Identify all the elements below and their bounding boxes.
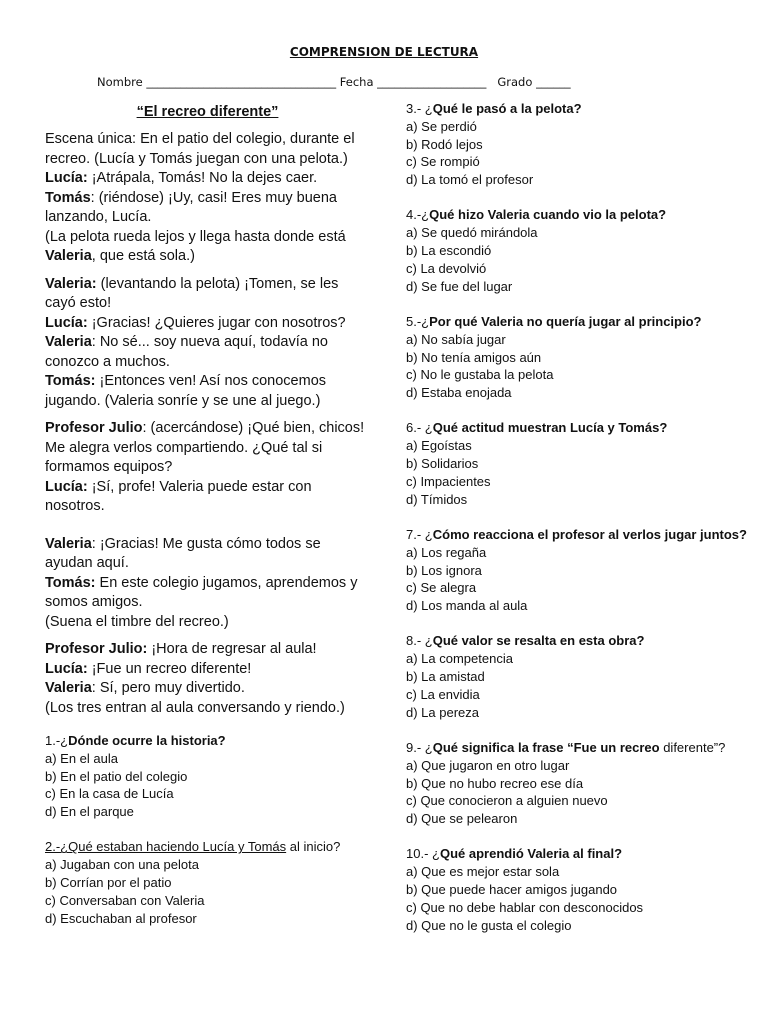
answer-option[interactable]: d) Tímidos [406, 491, 468, 507]
story-line: Lucía: ¡Gracias! ¿Quieres jugar con nosotros? [45, 314, 346, 331]
answer-option[interactable]: c) Conversaban con Valeria [45, 892, 205, 908]
question-8 [406, 632, 751, 721]
story-line: Lucía: ¡Fue un recreo diferente! [45, 660, 252, 677]
story-text [45, 130, 370, 718]
answer-option[interactable]: d) Se fue del lugar [406, 278, 513, 294]
answer-option[interactable]: a) Egoístas [406, 438, 472, 454]
answer-option[interactable]: b) Solidarios [406, 456, 479, 472]
answer-option[interactable]: c) La envidia [406, 686, 480, 702]
answer-option[interactable]: a) Los regaña [406, 544, 487, 560]
question-1 [45, 732, 370, 821]
answer-option[interactable]: d) La pereza [406, 704, 479, 720]
question-text: 7.- ¿Cómo reacciona el profesor al verlos jugar juntos? [406, 526, 747, 542]
answer-option[interactable]: b) Los ignora [406, 562, 482, 578]
grado-label: Grado [497, 75, 533, 89]
answer-option[interactable]: c) Impacientes [406, 473, 491, 489]
speaker: Valeria [45, 535, 92, 552]
question-text: 6.- ¿Qué actitud muestran Lucía y Tomás? [406, 420, 668, 436]
answer-option[interactable]: d) Los manda al aula [406, 598, 528, 614]
answer-option[interactable]: b) La escondió [406, 243, 492, 259]
question-2 [45, 838, 370, 927]
speaker: Valeria: [45, 275, 97, 292]
story-line: Profesor Julio: (acercándose) ¡Qué bien, chicos! Me alegra verlos compartiendo. ¿Qué tal si formamos equipos? [45, 420, 365, 475]
answer-option[interactable]: a) La competencia [406, 651, 513, 667]
question-7 [406, 526, 751, 615]
answer-option[interactable]: a) Se quedó mirándola [406, 225, 538, 241]
answer-option[interactable]: c) Se alegra [406, 580, 477, 596]
question-text: 9.- ¿Qué significa la frase “Fue un recreo diferente”? [406, 739, 726, 755]
speaker: Lucía: [45, 170, 88, 186]
fecha-field[interactable]: ___________________ [377, 75, 487, 89]
answer-option[interactable]: b) Corrían por el patio [45, 875, 172, 891]
answer-option[interactable]: d) Que no le gusta el colegio [406, 917, 572, 933]
story-line: Tomás: En este colegio jugamos, aprendemos y somos amigos. [45, 574, 358, 610]
answer-option[interactable]: b) En el patio del colegio [45, 768, 188, 784]
story-line: Valeria: (levantando la pelota) ¡Tomen, se les cayó esto! [45, 275, 339, 311]
right-column [406, 100, 751, 952]
answer-option[interactable]: c) Que conocieron a alguien nuevo [406, 793, 608, 809]
speaker: Lucía: [45, 478, 88, 495]
answer-option[interactable]: b) No tenía amigos aún [406, 349, 542, 365]
question-3 [406, 100, 751, 189]
answer-option[interactable]: a) En el aula [45, 750, 118, 766]
speaker: Valeria [45, 248, 92, 264]
speaker: Valeria [45, 334, 92, 350]
speaker: Valeria [45, 680, 92, 696]
question-text: 1.-¿Dónde ocurre la historia? [45, 733, 226, 748]
student-info-line [97, 75, 657, 89]
answer-option[interactable]: d) La tomó el profesor [406, 172, 534, 188]
story-line: Lucía: ¡Sí, profe! Valeria puede estar con nosotros. [45, 478, 312, 514]
speaker: Lucía: [45, 660, 88, 677]
answer-option[interactable]: d) Que se pelearon [406, 811, 518, 827]
question-4 [406, 206, 751, 295]
nombre-label: Nombre [97, 75, 143, 89]
story-line: Tomás: (riéndose) ¡Uy, casi! Eres muy buena lanzando, Lucía. [45, 189, 337, 225]
nombre-field[interactable]: _________________________________ [146, 75, 337, 89]
story-title: “El recreo diferente” [136, 104, 279, 120]
page-title: COMPRENSION DE LECTURA [289, 45, 479, 59]
story-line: (La pelota rueda lejos y llega hasta donde está Valeria, que está sola.) [45, 228, 346, 264]
question-6 [406, 419, 751, 508]
question-5 [406, 313, 751, 402]
question-text: 8.- ¿Qué valor se resalta en esta obra? [406, 633, 645, 649]
left-column [45, 104, 370, 945]
story-line: (Los tres entran al aula conversando y riendo.) [45, 699, 345, 716]
question-9 [406, 739, 751, 828]
question-text: 2.-¿Qué estaban haciendo Lucía y Tomás al inicio? [45, 839, 341, 855]
answer-option[interactable]: a) Que jugaron en otro lugar [406, 757, 570, 773]
answer-option[interactable]: c) No le gustaba la pelota [406, 367, 554, 383]
answer-option[interactable]: d) Escuchaban al profesor [45, 910, 197, 926]
answer-option[interactable]: d) En el parque [45, 804, 134, 820]
answer-option[interactable]: c) En la casa de Lucía [45, 786, 174, 802]
speaker: Profesor Julio [45, 420, 143, 436]
question-text: 3.- ¿Qué le pasó a la pelota? [406, 101, 582, 116]
answer-option[interactable]: c) Que no debe hablar con desconocidos [406, 899, 644, 915]
speaker: Tomás [45, 189, 91, 206]
story-line: Valeria: Sí, pero muy divertido. [45, 680, 245, 696]
speaker: Tomás: [45, 574, 96, 591]
story-line: Tomás: ¡Entonces ven! Así nos conocemos jugando. (Valeria sonríe y se une al juego.) [45, 373, 327, 409]
answer-option[interactable]: d) Estaba enojada [406, 385, 512, 401]
answer-option[interactable]: b) La amistad [406, 669, 485, 685]
answer-option[interactable]: a) Que es mejor estar sola [406, 864, 560, 880]
answer-option[interactable]: a) Jugaban con una pelota [45, 857, 199, 873]
answer-option[interactable]: c) La devolvió [406, 260, 487, 276]
question-10 [406, 845, 751, 934]
story-line: Valeria: ¡Gracias! Me gusta cómo todos se ayudan aquí. [45, 535, 321, 571]
story-line: Escena única: En el patio del colegio, durante el recreo. (Lucía y Tomás juegan con una pelota.) [45, 131, 355, 167]
grado-field[interactable]: ______ [536, 75, 571, 89]
question-text: 4.-¿Qué hizo Valeria cuando vio la pelota? [406, 207, 667, 223]
answer-option[interactable]: c) Se rompió [406, 154, 480, 170]
answer-option[interactable]: b) Rodó lejos [406, 136, 483, 152]
speaker: Lucía: [45, 314, 88, 331]
story-line: Lucía: ¡Atrápala, Tomás! No la dejes caer. [45, 170, 318, 186]
story-line: Profesor Julio: ¡Hora de regresar al aula! [45, 641, 317, 657]
answer-option[interactable]: a) Se perdió [406, 118, 477, 134]
speaker: Tomás: [45, 373, 96, 389]
answer-option[interactable]: a) No sabía jugar [406, 331, 506, 347]
fecha-label: Fecha [339, 75, 374, 89]
story-line: (Suena el timbre del recreo.) [45, 613, 229, 630]
speaker: Profesor Julio: [45, 641, 148, 657]
answer-option[interactable]: b) Que puede hacer amigos jugando [406, 881, 618, 897]
answer-option[interactable]: b) Que no hubo recreo ese día [406, 775, 584, 791]
question-text: 10.- ¿Qué aprendió Valeria al final? [406, 846, 623, 862]
story-line: Valeria: No sé... soy nueva aquí, todavía no conozco a muchos. [45, 334, 328, 370]
question-text: 5.-¿Por qué Valeria no quería jugar al principio? [406, 313, 702, 329]
